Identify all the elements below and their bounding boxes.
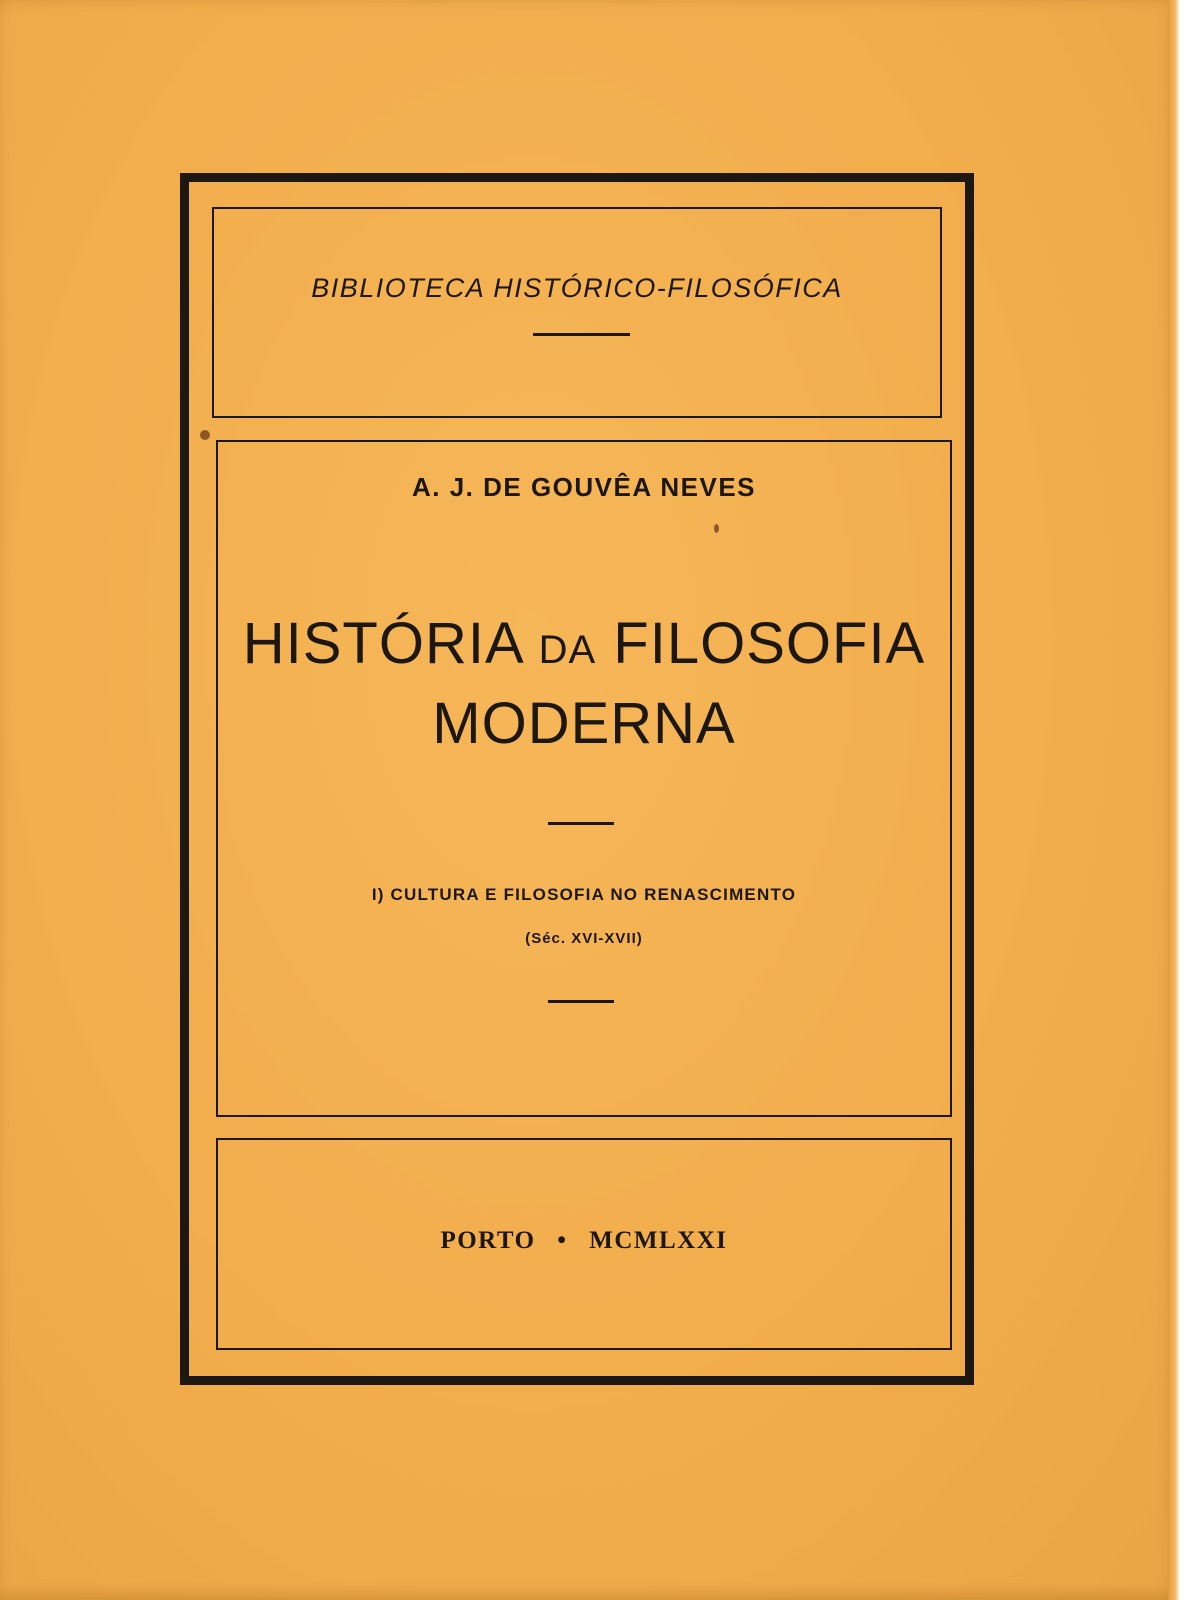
series-panel: [212, 207, 942, 418]
book-title-line-1: [216, 611, 952, 676]
title-divider: [548, 822, 614, 825]
subtitle-divider: [548, 1000, 614, 1003]
book-title-line-2: MODERNA: [432, 691, 736, 756]
series-title: BIBLIOTECA HISTÓRICO-FILOSÓFICA: [311, 273, 843, 303]
volume-subtitle: I) CULTURA E FILOSOFIA NO RENASCIMENTO: [371, 885, 797, 904]
stain-mark: [200, 430, 210, 440]
title-word-da: DA: [538, 628, 597, 672]
period-label: (Séc. XVI-XVII): [525, 930, 643, 947]
title-word-filosofia: FILOSOFIA: [613, 611, 926, 676]
cover-edge: [1168, 0, 1180, 1600]
imprint-place: PORTO: [440, 1227, 536, 1254]
stain-mark: [714, 524, 719, 533]
imprint-separator: •: [557, 1227, 568, 1254]
title-word-historia: HISTÓRIA: [242, 611, 522, 676]
imprint-year: MCMLXXI: [589, 1227, 728, 1254]
title-panel: [216, 440, 952, 1117]
series-divider: [533, 333, 630, 336]
imprint: [216, 1227, 952, 1255]
author-name: A. J. DE GOUVÊA NEVES: [411, 472, 757, 502]
